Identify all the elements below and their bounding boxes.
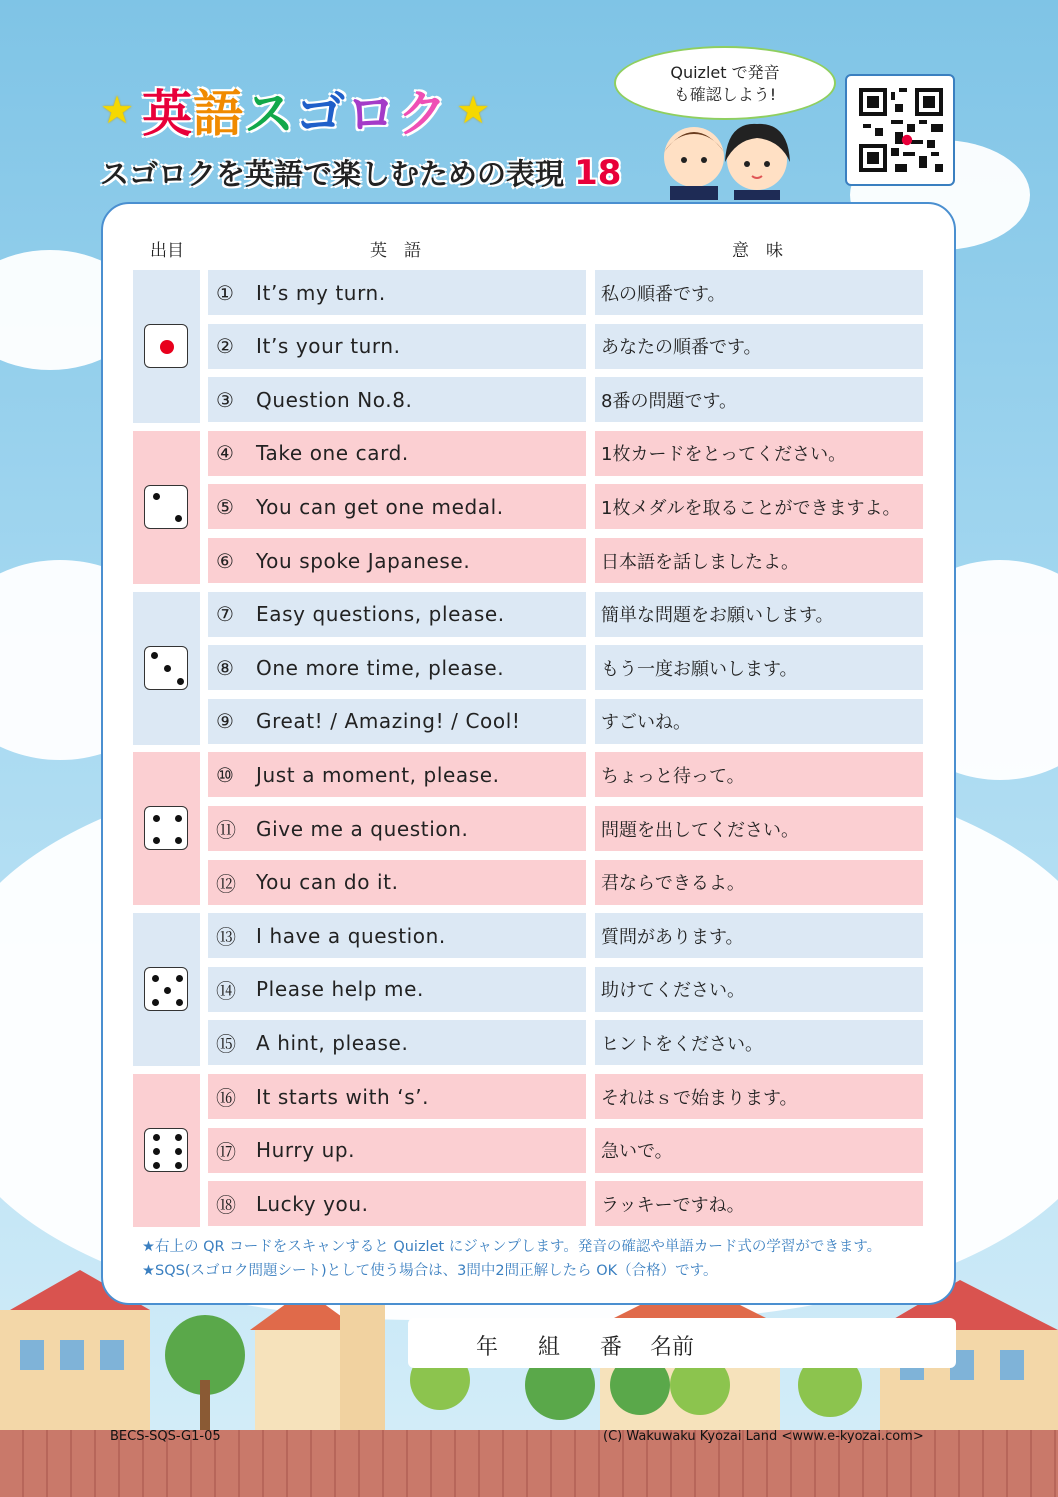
english-phrase-cell xyxy=(208,484,586,529)
japanese-meaning: 私の順番です。 xyxy=(595,270,923,315)
phrase-number: ③ xyxy=(216,387,235,412)
japanese-meaning: 質問があります。 xyxy=(595,913,923,958)
english-phrase: Question No.8. xyxy=(256,387,413,412)
english-phrase-cell xyxy=(208,592,586,637)
bubble-line2: も確認しよう! xyxy=(673,85,777,104)
logo-char: ク xyxy=(397,85,449,143)
english-phrase-cell xyxy=(208,860,586,905)
english-phrase: Great! / Amazing! / Cool! xyxy=(256,709,521,734)
dice-pip xyxy=(151,652,158,659)
dice-pip xyxy=(175,1134,182,1141)
name-bar[interactable] xyxy=(408,1318,956,1368)
footer-code: BECS-SQS-G1-05 xyxy=(110,1429,221,1444)
english-phrase-cell xyxy=(208,1074,586,1119)
japanese-meaning: 助けてください。 xyxy=(595,967,923,1012)
english-phrase: One more time, please. xyxy=(256,655,505,680)
japanese-meaning: それはｓで始まります。 xyxy=(595,1074,923,1119)
phrase-number: ⑤ xyxy=(216,494,235,519)
dice-pip xyxy=(153,1148,160,1155)
japanese-meaning: 1枚カードをとってください。 xyxy=(595,431,923,476)
japanese-meaning: 問題を出してください。 xyxy=(595,806,923,851)
phrase-number: ⑪ xyxy=(216,818,237,842)
english-phrase-cell xyxy=(208,645,586,690)
header-dice: 出目 xyxy=(150,241,184,261)
dice-pip xyxy=(153,493,160,500)
phrase-number: ⑰ xyxy=(216,1139,237,1164)
sheet-number: 18 xyxy=(574,153,622,193)
dice-pip xyxy=(160,340,174,354)
dice-pip xyxy=(175,815,182,822)
english-phrase: It’s your turn. xyxy=(256,334,401,359)
english-phrase-cell xyxy=(208,431,586,476)
dice-pip xyxy=(176,975,183,982)
dice-pip xyxy=(153,837,160,844)
phrase-number: ① xyxy=(216,280,235,305)
japanese-meaning: 日本語を話しましたよ。 xyxy=(595,538,923,583)
english-phrase-cell xyxy=(208,967,586,1012)
logo-char: ス xyxy=(244,85,296,143)
header-english: 英 語 xyxy=(370,241,421,261)
qr-code-icon xyxy=(859,88,943,172)
dice-face-6-icon xyxy=(144,1128,188,1172)
english-phrase-cell xyxy=(208,752,586,797)
english-phrase-cell xyxy=(208,1181,586,1226)
dice-pip xyxy=(175,1162,182,1169)
japanese-meaning: あなたの順番です。 xyxy=(595,324,923,369)
phrase-number: ⑥ xyxy=(216,548,235,573)
english-phrase-cell xyxy=(208,1020,586,1065)
dice-face-2-icon xyxy=(144,485,188,529)
english-phrase: Give me a question. xyxy=(256,816,469,841)
dice-pip xyxy=(164,987,171,994)
english-phrase: Please help me. xyxy=(256,977,424,1002)
english-phrase-cell xyxy=(208,270,586,315)
english-phrase-cell xyxy=(208,324,586,369)
dice-pip xyxy=(176,999,183,1006)
note-qr: ★右上の QR コードをスキャンすると Quizlet にジャンプします。発音の確認や単語カード式の学習ができます。 xyxy=(142,1239,882,1255)
dice-pip xyxy=(175,515,182,522)
dice-face-3-icon xyxy=(144,646,188,690)
dice-pip xyxy=(153,1134,160,1141)
dice-face-4-icon xyxy=(144,806,188,850)
dice-pip xyxy=(164,665,171,672)
japanese-meaning: 8番の問題です。 xyxy=(595,377,923,422)
japanese-meaning: ちょっと待って。 xyxy=(595,752,923,797)
english-phrase: It starts with ‘s’. xyxy=(256,1084,430,1109)
label-number: 番 xyxy=(600,1335,623,1360)
header-meaning: 意 味 xyxy=(732,241,783,261)
japanese-meaning: 急いで。 xyxy=(595,1128,923,1173)
page-title xyxy=(100,152,621,193)
subtitle-text: スゴロクを英語で楽しむための表現 xyxy=(100,157,565,191)
phrase-number: ⑭ xyxy=(216,978,237,1003)
qr-code[interactable] xyxy=(845,74,955,186)
kids-icon xyxy=(652,112,802,200)
dice-pip xyxy=(175,837,182,844)
dice-pip xyxy=(152,975,159,982)
japanese-meaning: 簡単な問題をお願いします。 xyxy=(595,592,923,637)
english-phrase: Hurry up. xyxy=(256,1138,356,1163)
english-phrase: You can get one medal. xyxy=(256,494,504,519)
note-sqs: ★SQS(スゴロク問題シート)として使う場合は、3問中2問正解したら OK（合格）です。 xyxy=(142,1263,718,1279)
english-phrase: Lucky you. xyxy=(256,1191,369,1216)
dice-pip xyxy=(153,815,160,822)
japanese-meaning: 君ならできるよ。 xyxy=(595,860,923,905)
label-name: 名前 xyxy=(650,1335,695,1360)
phrase-number: ⑯ xyxy=(216,1086,237,1110)
phrase-number: ⑩ xyxy=(216,762,235,787)
logo-char: ゴ xyxy=(295,85,347,143)
speech-bubble xyxy=(614,46,836,120)
dice-pip xyxy=(175,1148,182,1155)
dice-face-5-icon xyxy=(144,967,188,1011)
english-phrase-cell xyxy=(208,377,586,422)
japanese-meaning: ヒントをください。 xyxy=(595,1020,923,1065)
english-phrase: A hint, please. xyxy=(256,1030,409,1055)
phrase-number: ⑮ xyxy=(216,1032,237,1057)
label-class: 組 xyxy=(538,1335,561,1360)
logo-char: 英 xyxy=(142,85,194,143)
english-phrase: It’s my turn. xyxy=(256,280,386,305)
phrase-number: ④ xyxy=(216,441,235,466)
label-year: 年 xyxy=(476,1335,499,1360)
english-phrase-cell xyxy=(208,1128,586,1173)
japanese-meaning: 1枚メダルを取ることができますよ。 xyxy=(595,484,923,529)
japanese-meaning: ラッキーですね。 xyxy=(595,1181,923,1226)
english-phrase-cell xyxy=(208,913,586,958)
english-phrase: Just a moment, please. xyxy=(256,762,500,787)
bubble-line1: Quizlet で発音 xyxy=(670,63,780,82)
phrase-number: ⑦ xyxy=(216,602,235,627)
dice-pip xyxy=(177,678,184,685)
logo-char: ロ xyxy=(346,85,398,143)
star-icon: ★ xyxy=(456,88,491,132)
logo xyxy=(142,74,448,146)
english-phrase: Take one card. xyxy=(256,441,409,466)
english-phrase-cell xyxy=(208,538,586,583)
phrase-number: ⑧ xyxy=(216,655,235,680)
english-phrase-cell xyxy=(208,699,586,744)
phrase-number: ⑫ xyxy=(216,871,237,896)
english-phrase: You spoke Japanese. xyxy=(256,548,471,573)
phrase-number: ⑬ xyxy=(216,925,237,950)
phrase-number: ⑨ xyxy=(216,709,235,734)
english-phrase: Easy questions, please. xyxy=(256,602,505,627)
japanese-meaning: もう一度お願いします。 xyxy=(595,645,923,690)
english-phrase-cell xyxy=(208,806,586,851)
title-row xyxy=(100,80,491,143)
english-phrase: You can do it. xyxy=(256,870,399,895)
footer-copyright: (C) Wakuwaku Kyozai Land <www.e-kyozai.com> xyxy=(603,1429,924,1444)
dice-face-1-icon xyxy=(144,324,188,368)
english-phrase: I have a question. xyxy=(256,923,446,948)
japanese-meaning: すごいね。 xyxy=(595,699,923,744)
logo-char: 語 xyxy=(193,85,245,143)
phrase-number: ⑱ xyxy=(216,1193,237,1218)
phrase-number: ② xyxy=(216,334,235,359)
star-icon: ★ xyxy=(100,88,135,132)
dice-pip xyxy=(153,1162,160,1169)
dice-pip xyxy=(152,999,159,1006)
